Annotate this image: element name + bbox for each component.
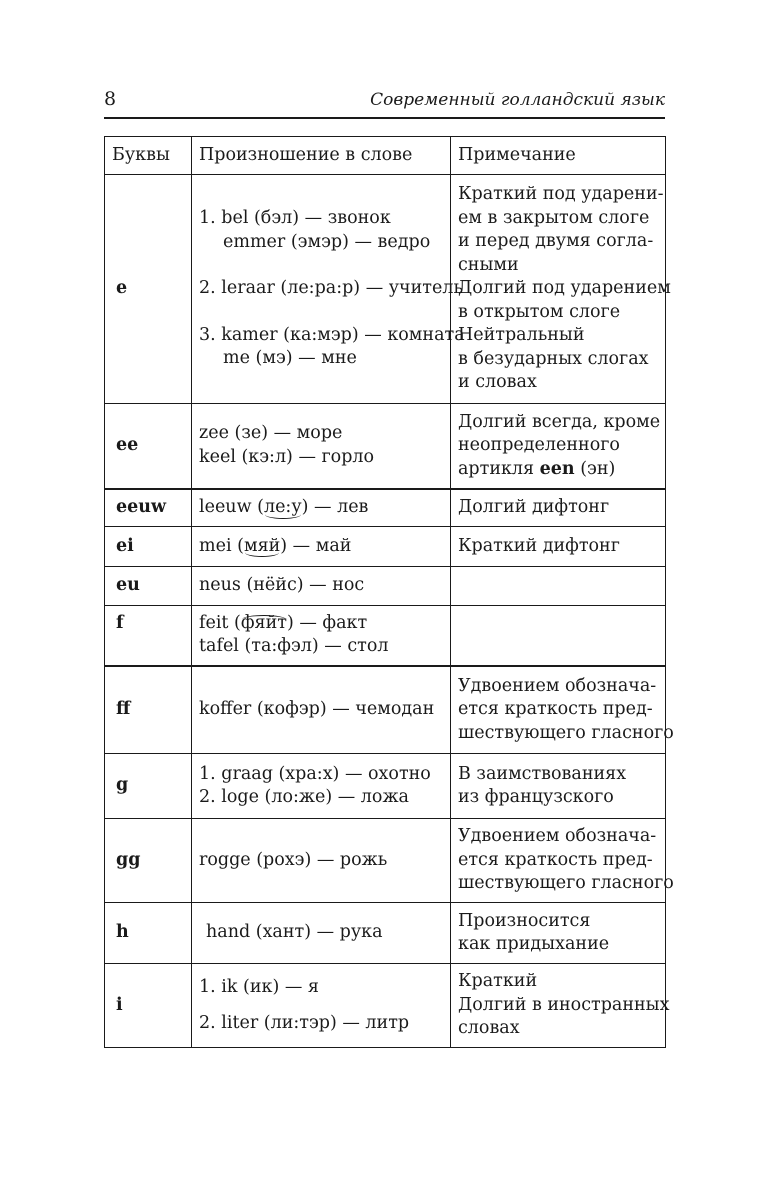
table-row	[105, 606, 666, 666]
note-line: Удвоением обознача-	[458, 826, 657, 847]
note-cell	[451, 527, 666, 567]
note-cell	[451, 175, 671, 404]
note-cell	[451, 819, 674, 903]
pron-text: feit (	[199, 612, 241, 633]
column-header-pronunciation: Произношение в слове	[192, 137, 451, 175]
table-row	[105, 903, 666, 964]
note-line: сными	[458, 254, 519, 275]
pronunciation-cell	[192, 903, 451, 964]
pronunciation-cell	[192, 606, 451, 666]
pron-line: 2. loge (ло:же) — ложа	[199, 787, 409, 807]
note-line: Долгий всегда, кроме	[458, 411, 661, 432]
pron-line: 2. leraar (ле:ра:р) — учитель	[199, 278, 463, 299]
pronunciation-cell	[192, 819, 451, 903]
pron-line: tafel (та:фэл) — стол	[199, 636, 389, 657]
pron-line: 1. ik (ик) — я	[199, 977, 319, 997]
letter-cell: g	[105, 754, 192, 819]
table-row	[105, 527, 666, 567]
letter-cell: gg	[105, 819, 192, 903]
note-article: een	[539, 458, 575, 479]
pronunciation-cell	[192, 964, 451, 1048]
pron-line	[199, 612, 444, 636]
note-line: неопределенного	[458, 435, 620, 455]
header-rule	[104, 117, 665, 119]
note-line: в открытом слоге	[458, 301, 621, 322]
note-line: Краткий	[458, 971, 538, 992]
note-line: Долгий дифтонг	[458, 497, 610, 517]
note-line: Произносится	[458, 910, 591, 931]
letter-cell: ff	[105, 666, 192, 754]
pronunciation-cell	[192, 489, 451, 527]
note-line: как придыхание	[458, 934, 610, 954]
pron-line: koffer (кофэр) — чемодан	[199, 699, 435, 719]
column-header-letters: Буквы	[105, 137, 192, 175]
running-title: Современный голландский язык	[370, 90, 665, 110]
letter-cell: i	[105, 964, 192, 1048]
note-cell	[451, 489, 666, 527]
pron-line: emmer (эмэр) — ведро	[223, 231, 431, 252]
note-line: и словах	[458, 372, 537, 393]
letter-cell: ee	[105, 404, 192, 489]
page-number: 8	[104, 88, 117, 110]
note-line: Долгий в иностранных	[458, 994, 670, 1015]
note-line: ем в закрытом слоге	[458, 207, 650, 228]
pronunciation-cell	[192, 175, 465, 404]
note-line: словах	[458, 1018, 520, 1039]
note-line: Удвоением обознача-	[458, 675, 657, 696]
pron-line: 3. kamer (ка:мэр) — комната	[199, 324, 465, 345]
pron-line: 1. graag (хра:х) — охотно	[199, 763, 431, 784]
letters-table	[104, 136, 674, 1048]
letter-cell: ei	[105, 527, 192, 567]
pron-text: mei (	[199, 535, 244, 556]
note-line: в безударных слогах	[458, 348, 649, 369]
pronunciation-cell	[192, 404, 451, 489]
table-row	[105, 489, 666, 527]
note-cell	[451, 754, 666, 819]
pron-line: 1. bel (бэл) — звонок	[199, 208, 391, 229]
note-cell	[451, 567, 666, 606]
note-line: и перед двумя согла-	[458, 231, 654, 252]
pron-line: keel (кэ:л) — горло	[199, 446, 375, 467]
table-row	[105, 819, 666, 903]
letter-cell: f	[105, 606, 192, 666]
note-line: шествующего гласного	[458, 873, 674, 894]
note-text: артикля	[458, 458, 535, 479]
letter-cell: eeuw	[105, 489, 192, 527]
note-line: шествующего гласного	[458, 722, 674, 743]
pron-text: leeuw (	[199, 497, 264, 517]
table-row	[105, 175, 666, 404]
pron-line: zee (зе) — море	[199, 423, 343, 444]
letter-cell: h	[105, 903, 192, 964]
note-cell	[451, 964, 670, 1048]
pron-line	[199, 496, 444, 520]
pron-line: 2. liter (ли:тэр) — литр	[199, 1012, 410, 1033]
letter-cell: eu	[105, 567, 192, 606]
note-cell	[451, 606, 666, 666]
pronunciation-cell	[192, 754, 451, 819]
note-cell	[451, 404, 666, 489]
table-row	[105, 567, 666, 606]
pron-text: ) — лев	[301, 497, 369, 517]
diphthong-tie: ле:у	[264, 496, 302, 520]
note-line: Долгий под ударением	[458, 278, 671, 299]
pronunciation-cell	[192, 567, 451, 606]
pron-text: ) — факт	[286, 612, 368, 633]
diphthong-tie: фяйт	[241, 612, 287, 636]
table-row	[105, 404, 666, 489]
page-header	[104, 88, 665, 116]
pron-line: neus (нёйс) — нос	[199, 575, 365, 596]
pron-line: hand (хант) — рука	[206, 922, 383, 943]
note-line: В заимствованиях	[458, 763, 627, 784]
pron-text: ) — май	[280, 535, 352, 556]
table-row	[105, 666, 666, 754]
note-cell	[451, 666, 674, 754]
letter-cell: e	[105, 175, 192, 404]
note-text: (эн)	[580, 458, 616, 479]
note-line	[458, 458, 659, 482]
note-line: Нейтральный	[458, 325, 585, 346]
note-line: ется краткость пред-	[458, 699, 653, 719]
pron-line: me (мэ) — мне	[223, 348, 357, 369]
pronunciation-cell	[192, 666, 451, 754]
note-cell	[451, 903, 666, 964]
note-line: Краткий под ударени-	[458, 184, 664, 205]
diphthong-tie: мяй	[244, 535, 280, 559]
pronunciation-cell	[192, 527, 451, 567]
note-line: Краткий дифтонг	[458, 535, 620, 556]
note-line: из французского	[458, 787, 614, 807]
column-header-note: Примечание	[451, 137, 666, 175]
pron-line	[199, 535, 444, 559]
note-line: ется краткость пред-	[458, 849, 653, 870]
pron-line: rogge (рохэ) — рожь	[199, 849, 388, 870]
table-header-row	[105, 137, 666, 175]
table-row	[105, 754, 666, 819]
table-row	[105, 964, 666, 1048]
